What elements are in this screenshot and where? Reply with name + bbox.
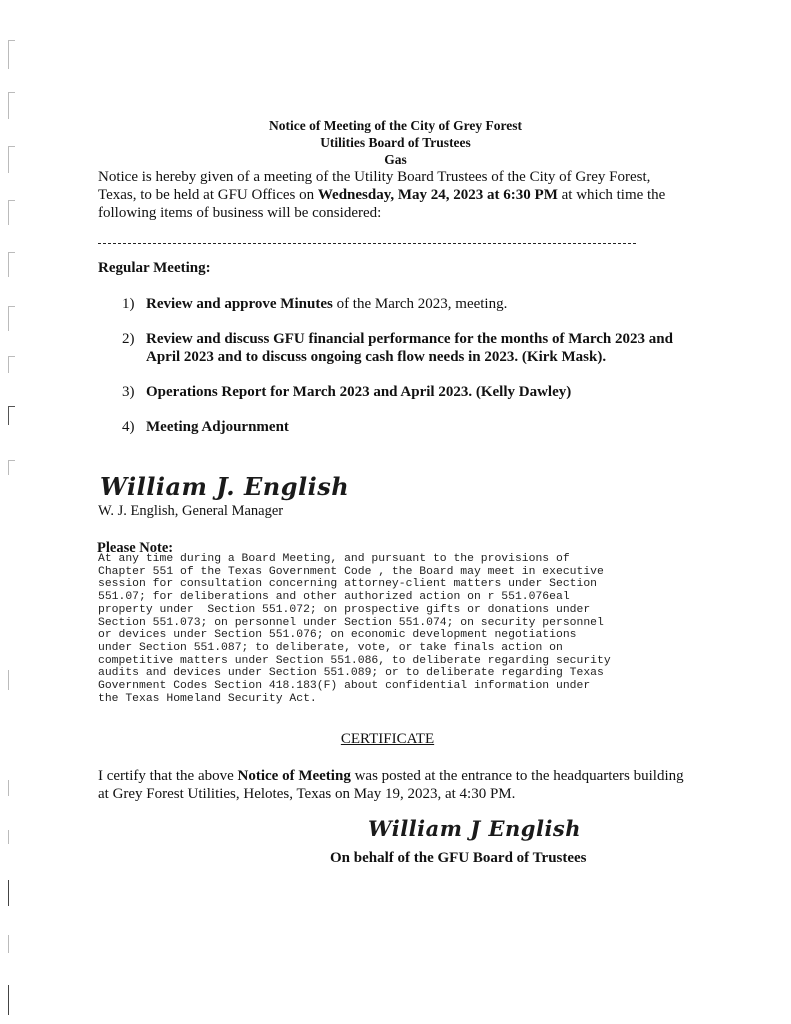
scan-mark	[8, 670, 15, 690]
certificate-heading: CERTIFICATE	[340, 731, 435, 747]
agenda-item-rest: of the March 2023, meeting.	[332, 296, 508, 312]
agenda-list	[122, 295, 682, 453]
certifier-signature: William J English	[368, 816, 582, 841]
title-line-3: Gas	[384, 152, 407, 167]
certificate-bold: Notice of Meeting	[237, 768, 351, 784]
agenda-item-bold: Operations Report for March 2023 and April 2023. (Kelly Dawley)	[146, 384, 572, 400]
scan-mark	[8, 306, 15, 331]
agenda-item-text	[146, 418, 289, 436]
intro-text-2: at which time the following items of business will be considered:	[98, 187, 666, 221]
scan-mark	[8, 406, 15, 425]
scan-mark	[8, 985, 15, 1015]
certificate-text-2: was posted at the entrance to the headquarters building at Grey Forest Utilities, Helotes, Texas on May 19, 2023, at 4:30 PM.	[98, 768, 684, 802]
please-note-body: At any time during a Board Meeting, and pursuant to the provisions of Chapter 551 of the Texas Government Code , the Board may meet in executive session for consultation concerning attorney-client matters under Section 551.07; for deliberations and other authorized action on r 551.076eal property under Section 551.072; on prospective gifts or donations under Section 551.073; on personnel under Section 551.074; on security personnel or devices under Section 551.076; on economic development negotiations under Section 551.087; to deliberate, vote, or take finals action on competitive matters under Section 551.086, to deliberate regarding security audits and devices under Section 551.089; or to deliberate regarding Texas Government Codes Section 418.183(F) about confidential information under the Texas Homeland Security Act.	[98, 553, 611, 705]
agenda-item	[122, 295, 682, 313]
scan-mark	[8, 200, 15, 225]
board-line: On behalf of the GFU Board of Trustees	[330, 850, 587, 866]
signer-name: W. J. English, General Manager	[98, 503, 284, 519]
scan-mark	[8, 780, 15, 796]
title-line-2: Utilities Board of Trustees	[320, 135, 471, 150]
scan-mark	[8, 830, 15, 844]
agenda-item	[122, 330, 682, 366]
agenda-item-bold: Review and discuss GFU financial performance for the months of March 2023 and April 2023 and to discuss ongoing cash flow needs in 2023. (Kirk Mask).	[146, 331, 673, 365]
meeting-datetime: Wednesday, May 24, 2023 at 6:30 PM	[317, 187, 558, 203]
please-note-heading: Please Note:	[97, 540, 174, 556]
title-line-1: Notice of Meeting of the City of Grey Forest	[269, 118, 522, 133]
agenda-item	[122, 418, 682, 436]
scan-mark	[8, 40, 15, 69]
scan-mark	[8, 460, 15, 475]
agenda-item-bold: Meeting Adjournment	[146, 419, 289, 435]
agenda-item-text	[146, 295, 507, 313]
certificate-text	[98, 767, 698, 803]
separator-line	[98, 243, 636, 244]
scan-mark	[8, 252, 15, 277]
agenda-item-text	[146, 330, 682, 366]
notice-intro	[98, 168, 683, 222]
scan-mark	[8, 935, 15, 953]
agenda-item-number: 1)	[122, 296, 135, 312]
scan-mark	[8, 356, 15, 373]
manager-signature: William J. English	[100, 472, 350, 501]
scan-mark	[8, 92, 15, 119]
agenda-item-number: 2)	[122, 331, 135, 347]
agenda-item	[122, 383, 682, 401]
regular-meeting-heading: Regular Meeting:	[98, 260, 211, 276]
agenda-item-number: 3)	[122, 384, 135, 400]
certificate-text-1: I certify that the above	[98, 768, 238, 784]
agenda-item-bold: Review and approve Minutes	[146, 296, 333, 312]
notice-title	[0, 117, 791, 168]
agenda-item-text	[146, 383, 571, 401]
agenda-item-number: 4)	[122, 419, 135, 435]
scan-mark	[8, 880, 15, 906]
intro-text-1: Notice is hereby given of a meeting of the Utility Board Trustees of the City of Grey Forest, Texas, to be held at GFU Offices on	[98, 169, 651, 203]
